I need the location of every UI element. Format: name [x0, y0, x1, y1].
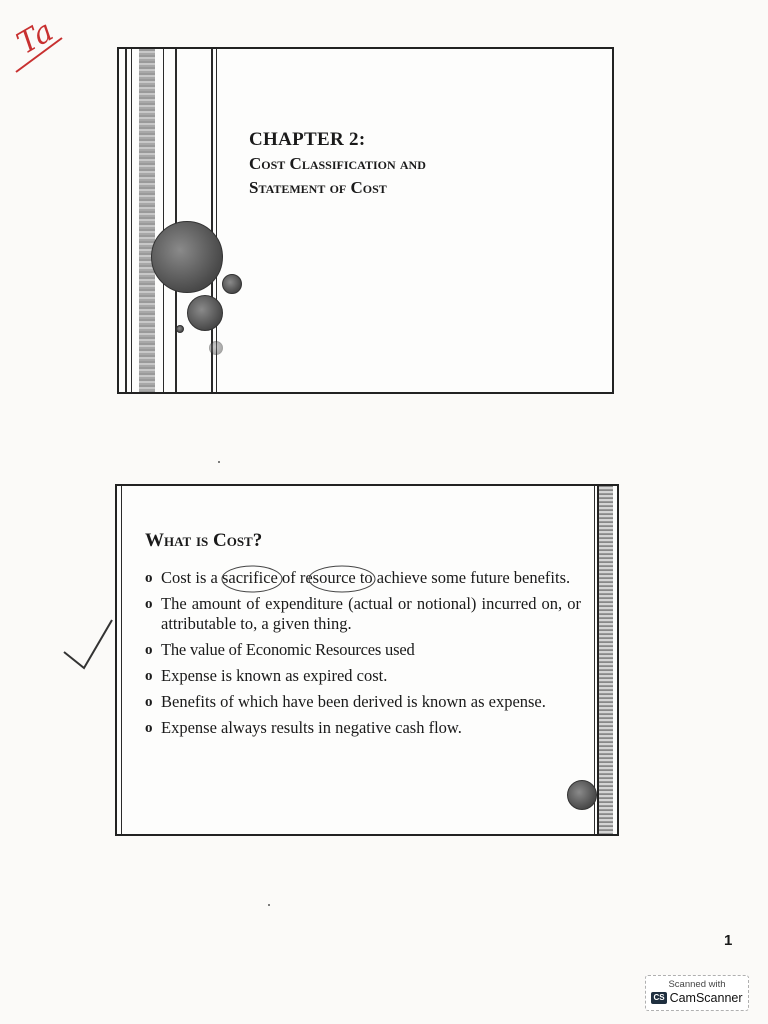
bullet-text: The value of Economic Resources used — [161, 640, 415, 659]
camscanner-logo-icon: CS — [653, 993, 665, 1002]
decor-circle-faint — [209, 341, 223, 355]
checkmark-icon — [64, 620, 112, 668]
scan-speck — [218, 461, 220, 463]
decor-circle-tiny — [176, 325, 184, 333]
decor-circle-large — [151, 221, 223, 293]
chapter-title: CHAPTER 2: — [249, 129, 366, 150]
handwritten-annotation — [0, 0, 80, 80]
bullet-marker: o — [145, 596, 153, 612]
bullet-text: Expense always results in negative cash flow. — [161, 718, 462, 737]
bullet-marker: o — [145, 694, 153, 710]
list-item — [145, 718, 581, 738]
scan-speck — [268, 904, 270, 906]
handwritten-corner-text: Ta — [11, 13, 60, 62]
bullet-marker: o — [145, 570, 153, 586]
bullet-marker: o — [145, 642, 153, 658]
bullet-marker: o — [145, 720, 153, 736]
slide-2-title: What is Cost? — [145, 530, 263, 551]
watermark-brand: CamScanner — [669, 991, 743, 1005]
decor-circle-small — [222, 274, 242, 294]
bullet-text: Benefits of which have been derived is known as expense. — [161, 692, 546, 711]
decor-circle-slide-2 — [567, 780, 597, 810]
slide-1-title-block — [249, 129, 589, 199]
scanner-watermark — [645, 975, 749, 1011]
bullet-text: Cost is a sacrifice of resource to achieve some future benefits. — [161, 568, 571, 587]
slide-1 — [117, 47, 614, 394]
chapter-subtitle-line-2: Statement of Cost — [249, 178, 387, 197]
pen-annotations — [0, 470, 768, 670]
chapter-subtitle-line-1: Cost Classification and — [249, 154, 426, 173]
bullet-text: Expense is known as expired cost. — [161, 666, 388, 685]
slide-1-decor-stripe — [139, 49, 155, 392]
decor-circle-medium — [187, 295, 223, 331]
page-number: 1 — [724, 932, 733, 949]
bullet-marker: o — [145, 668, 153, 684]
bullet-text: The amount of expenditure (actual or notional) incurred on, or attributable to, a given thing. — [161, 594, 581, 633]
watermark-caption: Scanned with — [668, 979, 726, 990]
list-item — [145, 692, 581, 712]
